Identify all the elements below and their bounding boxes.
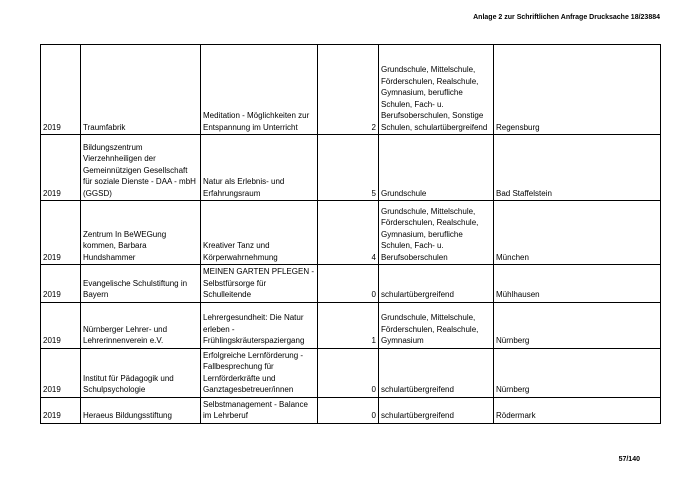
cell-year: 2019 [41, 45, 81, 135]
cell-title: MEINEN GARTEN PFLEGEN - Selbstfürsorge für Schulleitende [201, 265, 318, 303]
page-number: 57/140 [618, 456, 640, 463]
cell-title: Kreativer Tanz und Körperwahrnehmung [201, 201, 318, 265]
grants-table-body [41, 45, 661, 424]
cell-school-types: schulartübergreifend [379, 348, 494, 397]
cell-organization: Nürnberger Lehrer- und Lehrerinnenverein e.V. [81, 302, 201, 348]
cell-organization: Heraeus Bildungsstiftung [81, 397, 201, 423]
table-row [41, 348, 661, 397]
cell-title: Selbstmanagement - Balance im Lehrberuf [201, 397, 318, 423]
cell-count: 5 [318, 135, 379, 201]
cell-year: 2019 [41, 302, 81, 348]
table-row [41, 201, 661, 265]
cell-year: 2019 [41, 265, 81, 303]
cell-year: 2019 [41, 397, 81, 423]
header-note: Anlage 2 zur Schriftlichen Anfrage Drucksache 18/23884 [473, 14, 660, 21]
cell-count: 2 [318, 45, 379, 135]
cell-title: Lehrergesundheit: Die Natur erleben - Frühlingskräuterspaziergang [201, 302, 318, 348]
table-row [41, 45, 661, 135]
cell-school-types: Grundschule [379, 135, 494, 201]
table-row [41, 265, 661, 303]
cell-city: Mühlhausen [494, 265, 661, 303]
cell-city: Nürnberg [494, 348, 661, 397]
cell-city: Nürnberg [494, 302, 661, 348]
cell-title: Natur als Erlebnis- und Erfahrungsraum [201, 135, 318, 201]
cell-organization: Zentrum In BeWEGung kommen, Barbara Hundshammer [81, 201, 201, 265]
table-row [41, 302, 661, 348]
cell-organization: Institut für Pädagogik und Schulpsychologie [81, 348, 201, 397]
cell-title: Erfolgreiche Lernförderung - Fallbesprechung für Lernförderkräfte und Ganztagesbetreuer/innen [201, 348, 318, 397]
cell-year: 2019 [41, 348, 81, 397]
cell-organization: Evangelische Schulstiftung in Bayern [81, 265, 201, 303]
cell-title: Meditation - Möglichkeiten zur Entspannung im Unterricht [201, 45, 318, 135]
cell-count: 0 [318, 348, 379, 397]
table-row [41, 135, 661, 201]
cell-school-types: Grundschule, Mittelschule, Förderschulen, Realschule, Gymnasium [379, 302, 494, 348]
cell-city: Bad Staffelstein [494, 135, 661, 201]
cell-year: 2019 [41, 135, 81, 201]
cell-count: 1 [318, 302, 379, 348]
grants-table [40, 44, 661, 424]
cell-school-types: schulartübergreifend [379, 397, 494, 423]
cell-city: Rödermark [494, 397, 661, 423]
cell-count: 0 [318, 397, 379, 423]
cell-school-types: Grundschule, Mittelschule, Förderschulen, Realschule, Gymnasium, berufliche Schulen, Fach- u. Berufsoberschulen, Sonstige Schulen, schulartübergreifend [379, 45, 494, 135]
cell-year: 2019 [41, 201, 81, 265]
cell-school-types: schulartübergreifend [379, 265, 494, 303]
cell-organization: Traumfabrik [81, 45, 201, 135]
cell-city: Regensburg [494, 45, 661, 135]
cell-count: 4 [318, 201, 379, 265]
cell-count: 0 [318, 265, 379, 303]
cell-school-types: Grundschule, Mittelschule, Förderschulen, Realschule, Gymnasium, berufliche Schulen, Fach- u. Berufsoberschulen [379, 201, 494, 265]
table-row [41, 397, 661, 423]
cell-organization: Bildungszentrum Vierzehnheiligen der Gemeinnützigen Gesellschaft für soziale Dienste - DAA - mbH (GGSD) [81, 135, 201, 201]
cell-city: München [494, 201, 661, 265]
